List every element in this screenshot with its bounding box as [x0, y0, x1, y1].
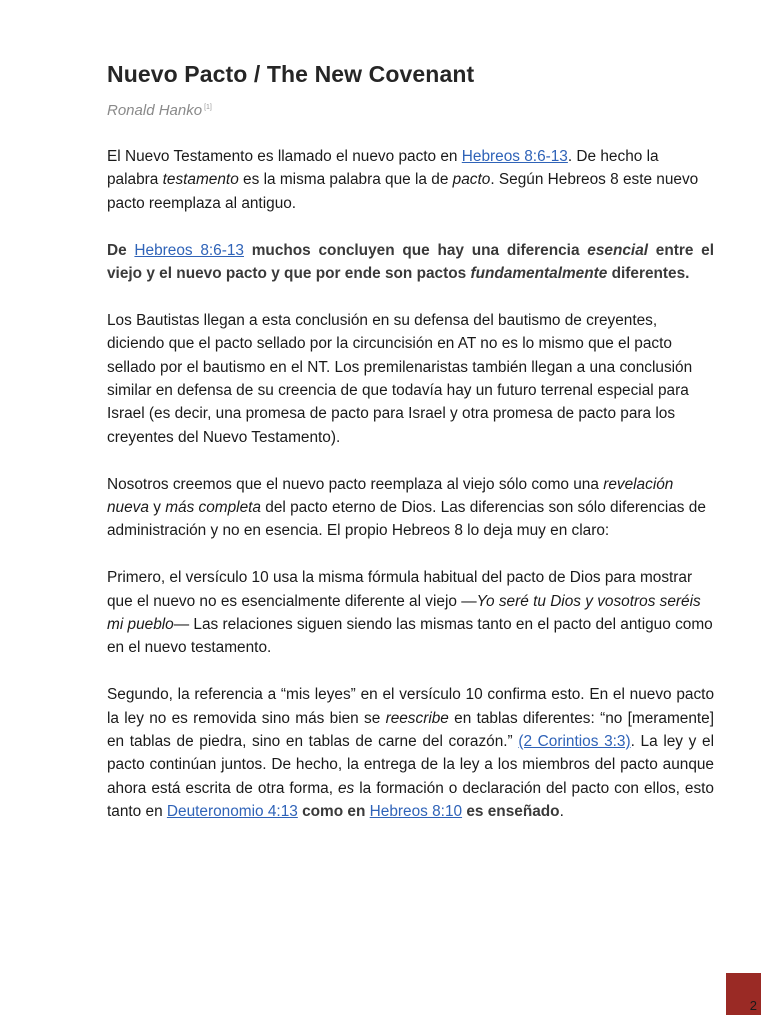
- text-run: De: [107, 241, 135, 259]
- link-hebreos-8-6-13[interactable]: Hebreos 8:6-13: [461, 148, 568, 165]
- link-hebreos-8-6-13-2[interactable]: Hebreos 8:6-13: [134, 241, 244, 259]
- italic-term: más completa: [165, 499, 261, 517]
- page-number: 2: [749, 998, 757, 1013]
- italic-term: pacto: [452, 171, 491, 189]
- text-run: Segundo, la referencia a “mis leyes” en el versículo 10 confirma esto. En el nuevo pacto la ley no es removida sino más bien se: [107, 686, 714, 727]
- text-run: Primero, el versículo 10 usa la misma fórmula habitual del pacto de Dios para mostrar que el nuevo no es esencialmente diferente al viejo —: [107, 569, 693, 610]
- author-name: Ronald Hanko: [107, 102, 203, 119]
- text-run: . La ley y el pacto continúan juntos. De hecho, la entrega de la ley a los miembros del pacto aunque ahora está escrita de otra forma,: [107, 733, 714, 797]
- italic-term: testamento: [162, 171, 239, 189]
- italic-quote: Yo seré tu Dios y vosotros seréis mi pueblo: [107, 592, 701, 634]
- author-line: [107, 98, 714, 121]
- text-run: Nosotros creemos que el nuevo pacto reemplaza al viejo sólo como una: [107, 475, 604, 493]
- text-run: entre el viejo y el nuevo pacto y que por ende son pactos: [107, 241, 715, 283]
- page-number-box: [726, 973, 761, 1015]
- document-page: [107, 58, 714, 824]
- italic-term: reescribe: [385, 709, 449, 727]
- italic-term: es: [337, 779, 355, 797]
- text-run: . De hecho la palabra: [107, 148, 659, 189]
- paragraph-3: Los Bautistas llegan a esta conclusión en su defensa del bautismo de creyentes, diciendo que el pacto sellado por la circuncisión en AT no es lo mismo que el pacto sellado por el bautismo en el NT. Los premilenaristas también llegan a una conclusión similar en defensa de su creencia de que todavía hay un futuro terrenal especial para Israel (es decir, una promesa de pacto para Israel y otra promesa de pacto para los creyentes del Nuevo Testamento).: [107, 311, 693, 446]
- link-2-corintios-3-3[interactable]: (2 Corintios 3:3): [518, 733, 631, 751]
- bold-run: es enseñado: [462, 803, 560, 821]
- italic-term: esencial: [587, 241, 649, 259]
- footnote-ref[interactable]: [1]: [204, 104, 212, 111]
- paragraph-5: [107, 566, 714, 660]
- text-run: .: [559, 803, 564, 821]
- bold-run: como en: [297, 803, 370, 821]
- text-run: en tablas diferentes: “no [meramente] en tablas de piedra, sino en tablas de carne del corazón.”: [107, 709, 714, 751]
- link-hebreos-8-10[interactable]: Hebreos 8:10: [369, 803, 463, 821]
- paragraph-1: [107, 145, 714, 215]
- italic-term: revelación nueva: [107, 475, 674, 517]
- text-run: El Nuevo Testamento es llamado el nuevo pacto en: [107, 148, 462, 165]
- paragraph-6: [107, 683, 714, 823]
- paragraph-4: [107, 473, 714, 543]
- text-run: — Las relaciones siguen siendo las mismas tanto en el pacto del antiguo como en el nuevo testamento.: [107, 616, 713, 657]
- text-run: es la misma palabra que la de: [238, 171, 453, 189]
- text-run: y: [148, 499, 166, 517]
- page-title: Nuevo Pacto / The New Covenant: [107, 61, 475, 87]
- text-run: la formación o declaración del pacto con ellos, esto tanto en: [107, 779, 714, 821]
- text-run: . Según Hebreos 8 este nuevo pacto reemplaza al antiguo.: [107, 171, 699, 212]
- link-deuteronomio-4-13[interactable]: Deuteronomio 4:13: [166, 803, 298, 821]
- text-run: diferentes.: [607, 265, 690, 283]
- italic-term: fundamentalmente: [470, 265, 608, 283]
- text-run: muchos concluyen que hay una diferencia: [243, 241, 588, 259]
- paragraph-2: [107, 239, 714, 286]
- text-run: del pacto eterno de Dios. Las diferencias son sólo diferencias de administración y no en esencia. El propio Hebreos 8 lo deja muy en claro:: [107, 499, 706, 540]
